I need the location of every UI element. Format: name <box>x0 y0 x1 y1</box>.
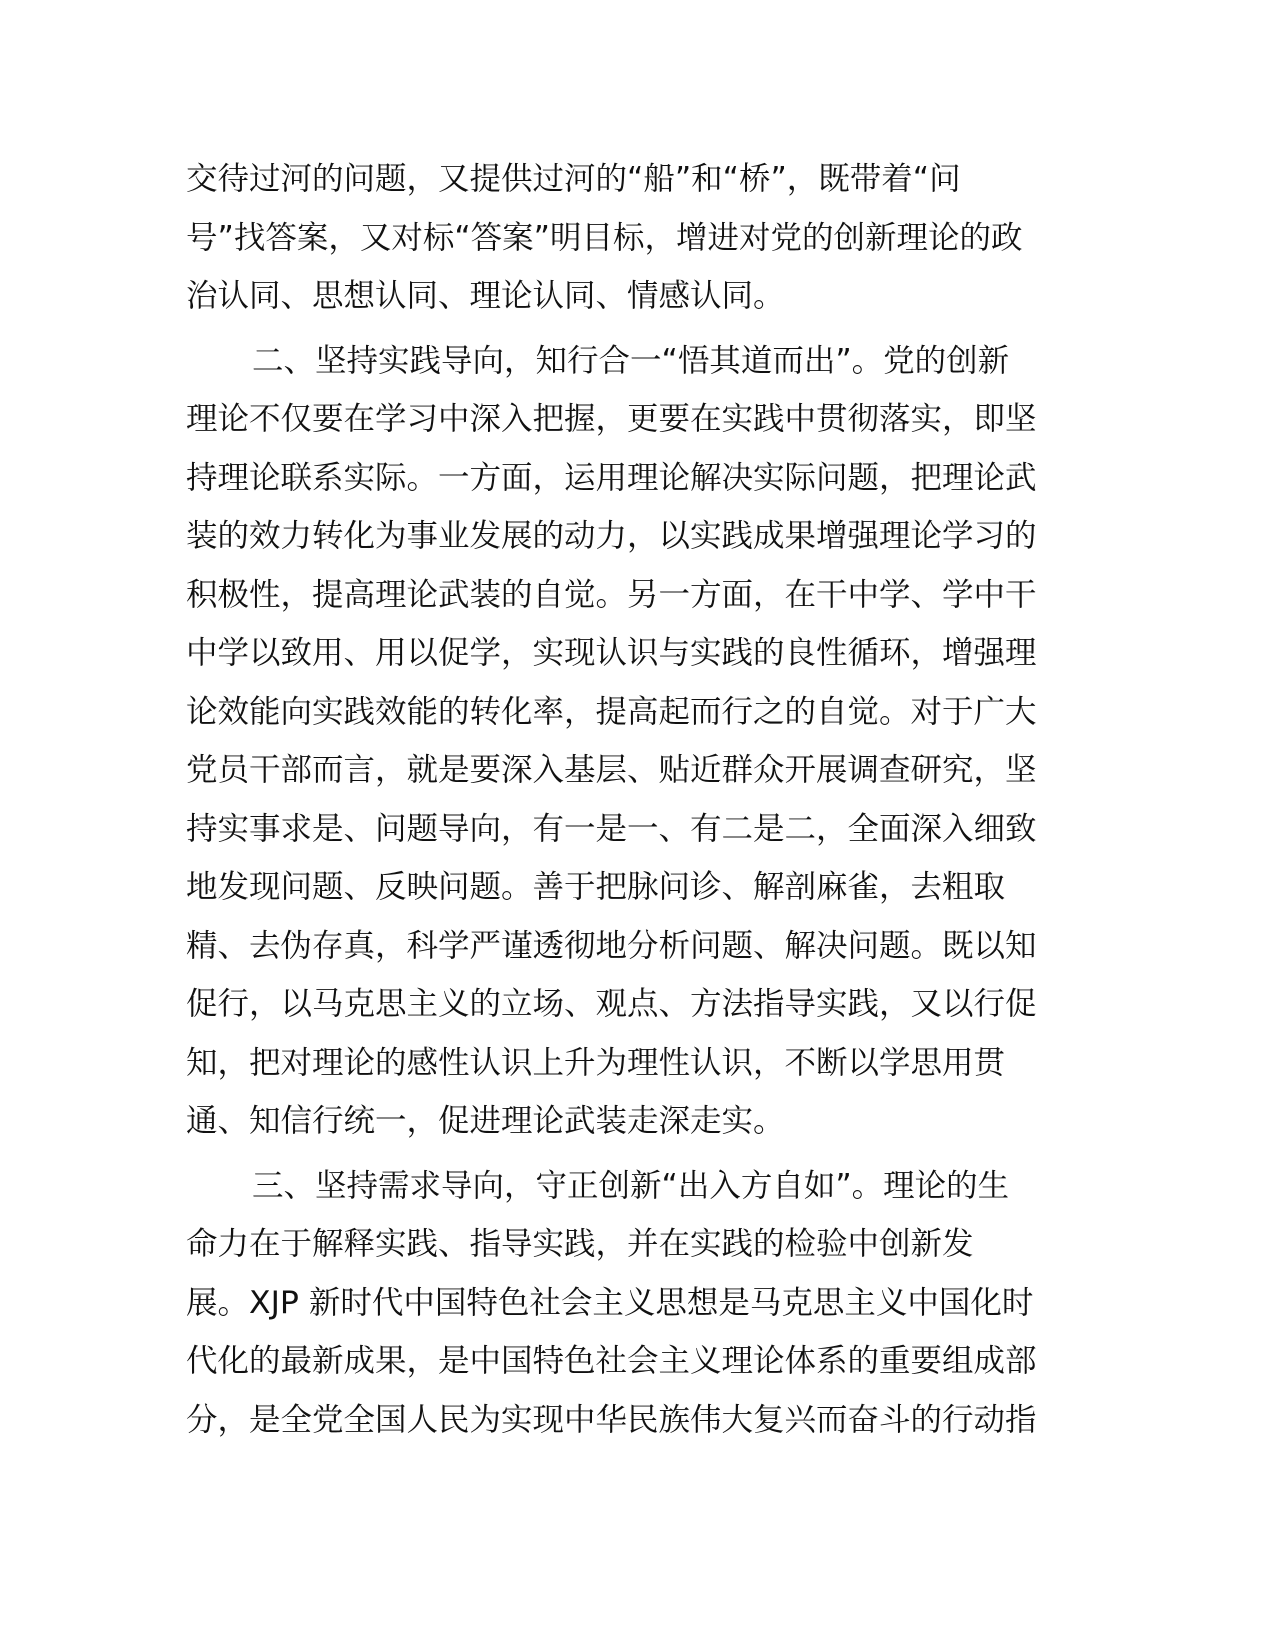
text-line: 精、去伪存真，科学严谨透彻地分析问题、解决问题。既以知 <box>186 927 1037 964</box>
text-line: 促行，以马克思主义的立场、观点、方法指导实践，又以行促 <box>186 986 1037 1022</box>
text-line: 中学以致用、用以促学，实现认识与实践的良性循环，增强理 <box>186 635 1037 671</box>
text-line: 积极性，提高理论武装的自觉。另一方面，在干中学、学中干 <box>186 576 1037 613</box>
text-line: 分，是全党全国人民为实现中华民族伟大复兴而奋斗的行动指 <box>186 1401 1037 1438</box>
text-line: 命力在于解释实践、指导实践，并在实践的检验中创新发 <box>186 1226 974 1262</box>
text-line: 展。XJP 新时代中国特色社会主义思想是马克思主义中国化时 <box>186 1284 1034 1321</box>
text-line: 通、知信行统一，促进理论武装走深走实。 <box>186 1103 785 1139</box>
text-line: 代化的最新成果，是中国特色社会主义理论体系的重要组成部 <box>186 1343 1037 1379</box>
text-line: 号”找答案，又对标“答案”明目标，增进对党的创新理论的政 <box>186 219 1023 256</box>
text-line: 持实事求是、问题导向，有一是一、有二是二，全面深入细致 <box>186 810 1037 847</box>
text-line: 论效能向实践效能的转化率，提高起而行之的自觉。对于广大 <box>186 693 1037 730</box>
text-line: 地发现问题、反映问题。善于把脉问诊、解剖麻雀，去粗取 <box>186 869 1006 905</box>
body-text <box>186 150 1092 1449</box>
text-line: 治认同、思想认同、理论认同、情感认同。 <box>186 278 785 314</box>
text-line: 知，把对理论的感性认识上升为理性认识，不断以学思用贯 <box>186 1044 1006 1081</box>
text-line: 党员干部而言，就是要深入基层、贴近群众开展调查研究，坚 <box>186 752 1037 788</box>
section-heading-line: 二、坚持实践导向，知行合一“悟其道而出”。党的创新 <box>252 342 1010 379</box>
text-line: 持理论联系实际。一方面，运用理论解决实际问题，把理论武 <box>186 459 1037 496</box>
text-line: 装的效力转化为事业发展的动力，以实践成果增强理论学习的 <box>186 518 1037 554</box>
section-heading-line: 三、坚持需求导向，守正创新“出入方自如”。理论的生 <box>252 1167 1010 1204</box>
text-line: 交待过河的问题，又提供过河的“船”和“桥”，既带着“问 <box>186 161 961 197</box>
text-line: 理论不仅要在学习中深入把握，更要在实践中贯彻落实，即坚 <box>186 401 1037 437</box>
